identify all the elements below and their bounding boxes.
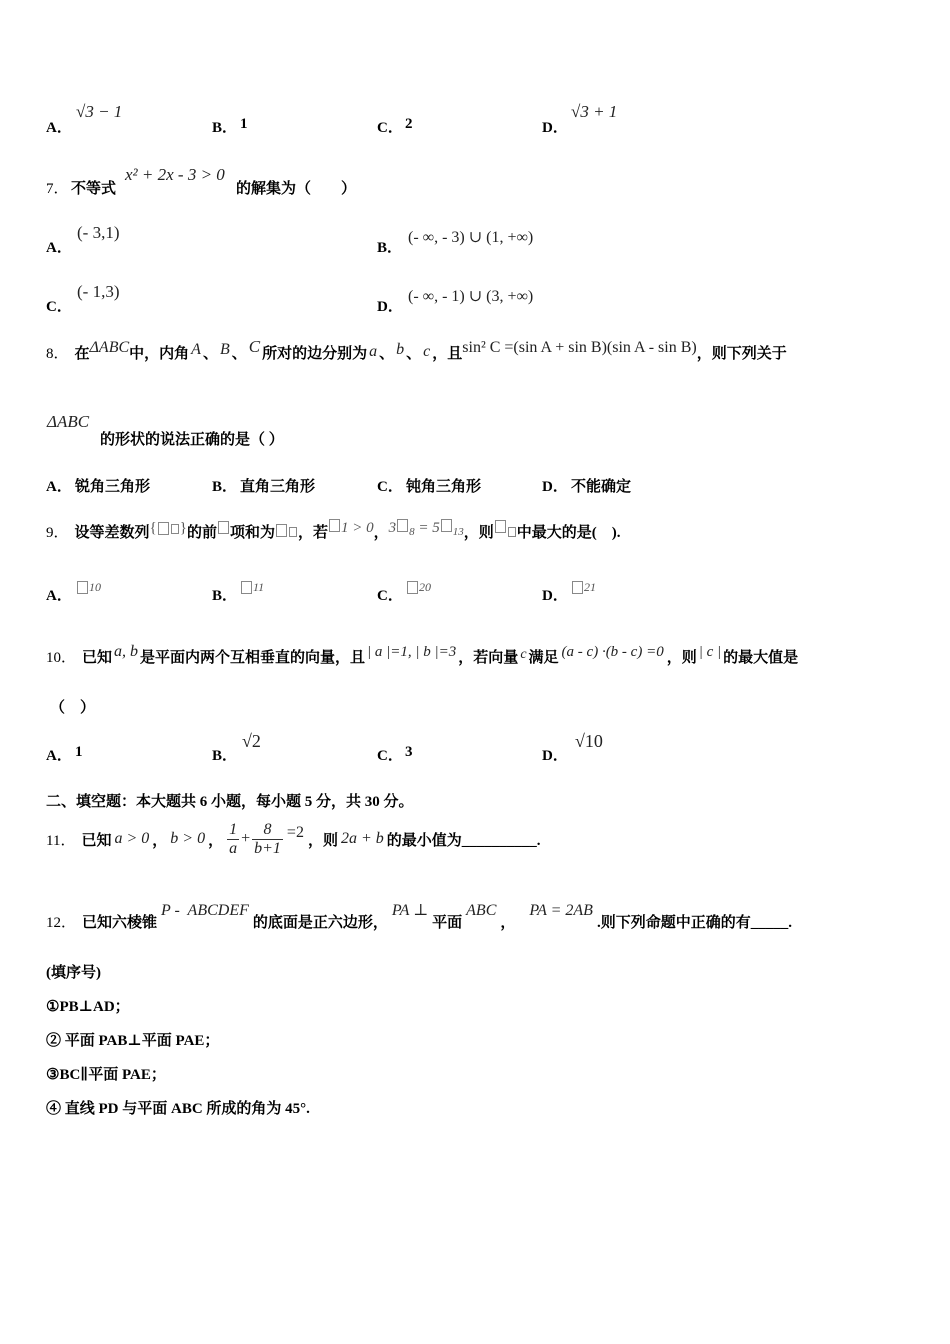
placeholder-glyph-icon <box>329 519 340 532</box>
placeholder-glyph-icon <box>572 581 583 594</box>
q10-text-1: 已知 <box>82 650 113 666</box>
placeholder-glyph-icon <box>77 581 88 594</box>
placeholder-glyph-icon <box>171 524 179 534</box>
q10-answer-parens: （ ） <box>50 700 96 716</box>
q9-option-b-value <box>240 578 264 596</box>
q10-option-c-label: C． <box>377 748 403 764</box>
placeholder-glyph-icon <box>397 519 408 532</box>
q12-statement-1: ①PB⊥AD； <box>46 999 130 1015</box>
q10-condition: | a |=1, | b |=3 <box>367 644 457 660</box>
q12-pyramid: P - ABCDEF <box>161 902 249 919</box>
q8-sep-3: 、 <box>379 346 395 362</box>
q8-side-a: a <box>369 343 378 360</box>
q11-fraction-2-den: b+1 <box>254 839 281 857</box>
q9-text-2: 的前 <box>186 525 217 541</box>
q10-equation: (a - c) ·(b - c) =0 <box>561 644 664 660</box>
q10-option-a-value: 1 <box>75 744 83 760</box>
q8-number: 8． <box>46 346 69 362</box>
q12-text-4: ， <box>500 915 516 931</box>
q9-option-c-label: C． <box>377 588 403 604</box>
q8-option-b-label: B． <box>212 479 238 495</box>
q9-option-d-label: D． <box>542 588 568 604</box>
q9-option-c-sub: 20 <box>419 580 431 594</box>
q11-fraction-1 <box>227 821 239 858</box>
q8-side-c: c <box>423 343 431 360</box>
q10-abs-c: | c | <box>698 644 722 660</box>
q9-option-c-value <box>406 578 431 596</box>
q8-text-6: 的形状的说法正确的是（ ） <box>100 432 284 448</box>
q8-equation: sin² C =(sin A + sin B)(sin A - sin B) <box>462 339 697 356</box>
q8-sep-4: 、 <box>406 346 422 362</box>
q12-statement-2: ② 平面 PAB⊥平面 PAE； <box>46 1033 220 1049</box>
q6-option-c-value: 2 <box>405 116 413 132</box>
q12-statement-3: ③BC∥平面 PAE； <box>46 1067 166 1083</box>
q7-option-c-value: (- 1,3) <box>77 282 120 301</box>
q11-number: 11． <box>46 832 76 849</box>
q10-text-4: 满足 <box>528 650 559 666</box>
q8-side-b: b <box>396 341 405 358</box>
q8-sep-1: 、 <box>202 346 218 362</box>
q7-option-a-value: (- 3,1) <box>77 223 120 242</box>
q7-text-post: 的解集为（ ） <box>236 181 357 197</box>
q8-angle-a: A <box>191 341 201 358</box>
q6-option-d-value: √3 + 1 <box>571 102 618 121</box>
q8-text-2: 中，内角 <box>129 346 190 362</box>
q8-option-d-value: 不能确定 <box>571 479 632 495</box>
q7-inequality: x² + 2x - 3 > 0 <box>125 165 225 184</box>
q11-condition-2: b > 0 <box>170 830 206 847</box>
q10-option-b-label: B． <box>212 748 238 764</box>
q8-line-1 <box>46 337 787 363</box>
q10-vector-c: c <box>520 647 527 662</box>
q12-pa-eq: PA = 2AB <box>529 902 593 919</box>
placeholder-glyph-icon <box>508 527 516 537</box>
q9-text-7: 中最大的是( ). <box>516 525 621 541</box>
q9-condition-2a: 3 <box>388 520 397 536</box>
q7-option-d-value: (- ∞, - 1) ∪ (3, +∞) <box>408 288 534 305</box>
q12-text-3: 平面 <box>432 915 463 931</box>
q6-option-b-value: 1 <box>240 116 248 132</box>
q9-option-a-sub: 10 <box>89 580 101 594</box>
q9-text-6: ，则 <box>463 525 494 541</box>
q12-statement-4: ④ 直线 PD 与平面 ABC 所成的角为 45°. <box>46 1101 310 1117</box>
q8-text-4: ，且 <box>432 346 463 362</box>
q11-fraction-2 <box>252 821 283 858</box>
q8-option-a-value: 锐角三角形 <box>75 479 151 495</box>
q11-plus: + <box>241 830 251 847</box>
q11-line <box>46 813 541 865</box>
q11-fraction-2-num: 8 <box>252 821 283 840</box>
placeholder-glyph-icon <box>276 524 287 537</box>
q9-sequence-braces: { } <box>149 520 187 536</box>
q8-option-c-value: 钝角三角形 <box>406 479 482 495</box>
q6-option-a-value: √3 − 1 <box>76 102 123 121</box>
q8-sep-2: 、 <box>231 346 247 362</box>
q12-text-2: 的底面是正六边形， <box>252 915 388 931</box>
q8-text-5: ，则下列关于 <box>696 346 787 362</box>
q10-option-c-value: 3 <box>405 744 413 760</box>
q8-option-c-label: C． <box>377 479 403 495</box>
q11-text-4: ，则 <box>307 832 338 849</box>
q8-option-a-label: A． <box>46 479 72 495</box>
q9-option-d-value <box>571 578 596 596</box>
q9-text-5: ， <box>373 525 389 541</box>
q7-option-c-label: C． <box>46 299 72 315</box>
q9-option-a-value <box>76 578 101 596</box>
q6-option-d-label: D． <box>542 120 568 136</box>
q7-number: 7． <box>46 181 69 197</box>
q10-number: 10． <box>46 650 77 666</box>
placeholder-glyph-icon <box>495 520 506 533</box>
q9-text-1: 设等差数列 <box>74 525 150 541</box>
q8-angle-b: B <box>219 341 230 358</box>
q7-option-d-label: D． <box>377 299 403 315</box>
q10-line <box>46 643 799 667</box>
q8-triangle: ΔABC <box>89 339 130 356</box>
q11-equals-2: =2 <box>286 824 304 841</box>
q11-condition-1: a > 0 <box>114 830 150 847</box>
q8-angle-c: C <box>248 337 261 356</box>
q9-text-3: 项和为 <box>229 525 275 541</box>
q11-text-5: 的最小值为__________. <box>386 832 541 849</box>
q10-option-a-label: A． <box>46 748 72 764</box>
q12-plane-abc: ABC <box>466 902 497 919</box>
q10-text-3: ，若向量 <box>458 650 519 666</box>
q9-option-d-sub: 21 <box>584 580 596 594</box>
q9-condition-2c: = 5 <box>414 520 440 536</box>
q10-option-b-value: √2 <box>242 731 261 751</box>
q10-text-6: 的最大值是 <box>723 650 799 666</box>
q8-text-3: 所对的边分别为 <box>262 346 368 362</box>
q9-option-b-label: B． <box>212 588 238 604</box>
q11-fraction-1-num: 1 <box>229 820 238 838</box>
placeholder-glyph-icon <box>218 521 229 534</box>
q9-text-4: ，若 <box>297 525 328 541</box>
q9-line <box>46 521 621 542</box>
q11-expression: 2a + b <box>340 830 384 847</box>
q8-text-1: 在 <box>74 346 90 362</box>
q9-number: 9． <box>46 525 69 541</box>
q8-option-b-value: 直角三角形 <box>240 479 316 495</box>
q12-text-1: 已知六棱锥 <box>82 915 158 931</box>
q11-text-1: 已知 <box>81 832 112 849</box>
q9-option-b-sub: 11 <box>253 580 265 594</box>
q10-option-d-value: √10 <box>575 731 603 751</box>
q12-number: 12． <box>46 915 77 931</box>
q8-option-d-label: D． <box>542 479 568 495</box>
q12-fill-hint: (填序号) <box>46 965 101 981</box>
q12-text-5: .则下列命题中正确的有_____. <box>596 915 792 931</box>
q9-option-a-label: A． <box>46 588 72 604</box>
q10-text-2: 是平面内两个互相垂直的向量，且 <box>140 650 366 666</box>
q11-text-2: ， <box>152 832 168 849</box>
q10-option-d-label: D． <box>542 748 568 764</box>
q10-text-5: ，则 <box>666 650 697 666</box>
placeholder-glyph-icon <box>289 527 297 537</box>
q12-pa-perp: PA ⊥ <box>391 902 429 919</box>
q7-text-pre: 不等式 <box>71 181 117 197</box>
q8-triangle-2: ΔABC <box>47 412 90 431</box>
placeholder-glyph-icon <box>158 522 169 535</box>
q9-condition-2d: 13 <box>452 526 464 538</box>
q7-option-b-value: (- ∞, - 3) ∪ (1, +∞) <box>408 229 534 246</box>
q6-option-c-label: C． <box>377 120 403 136</box>
q10-vectors: a, b <box>114 643 139 660</box>
q7-option-b-label: B． <box>377 240 403 256</box>
q11-fraction-1-den: a <box>229 839 238 857</box>
section-2-heading: 二、填空题：本大题共 6 小题，每小题 5 分，共 30 分。 <box>46 794 414 810</box>
q9-condition-2b: 8 <box>409 526 415 538</box>
q12-line <box>46 902 792 932</box>
placeholder-glyph-icon <box>441 519 452 532</box>
placeholder-glyph-icon <box>407 581 418 594</box>
q9-condition-1: 1 > 0 <box>340 520 374 536</box>
q11-text-3: ， <box>208 832 224 849</box>
q6-option-a-label: A． <box>46 120 72 136</box>
placeholder-glyph-icon <box>241 581 252 594</box>
q7-option-a-label: A． <box>46 240 72 256</box>
q6-option-b-label: B． <box>212 120 238 136</box>
